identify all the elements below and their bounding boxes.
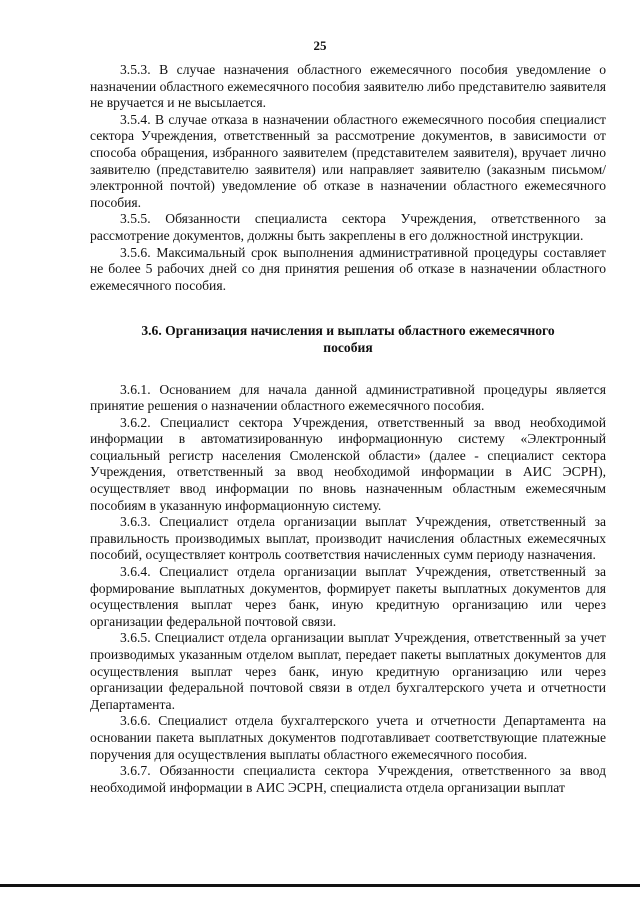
- paragraph-3-6-4: 3.6.4. Специалист отдела организации выплат Учреждения, ответственный за формирование выплатных документов, формирует пакеты выплатных документов для осуществления выплат через банк, иную кредитную организацию или через организации федеральной почтовой связи.: [90, 564, 606, 629]
- paragraph-3-6-3: 3.6.3. Специалист отдела организации выплат Учреждения, ответственный за правильность производимых выплат, производит начисления областных ежемесячных пособий, осуществляет контроль соответствия начисленных сумм периоду назначения.: [90, 514, 606, 563]
- paragraph-3-6-6: 3.6.6. Специалист отдела бухгалтерского учета и отчетности Департамента на основании пакета выплатных документов подготавливает соответствующие платежные поручения для осуществления выплаты областного ежемесячного пособия.: [90, 713, 606, 762]
- paragraph-3-6-5: 3.6.5. Специалист отдела организации выплат Учреждения, ответственный за учет производимых указанным отделом выплат, передает пакеты выплатных документов для осуществления выплат через банк, иную кредитную организацию или через организации федеральной почтовой связи в отдел бухгалтерского учета и отчетности Департамента.: [90, 630, 606, 712]
- paragraph-3-5-5: 3.5.5. Обязанности специалиста сектора Учреждения, ответственного за рассмотрение документов, должны быть закреплены в его должностной инструкции.: [90, 211, 606, 243]
- paragraph-3-6-7: 3.6.7. Обязанности специалиста сектора Учреждения, ответственного за ввод необходимой информации в АИС ЭСРН, специалиста отдела организации выплат: [90, 763, 606, 795]
- paragraph-3-6-1: 3.6.1. Основанием для начала данной административной процедуры является принятие решения о назначении областного ежемесячного пособия.: [90, 381, 606, 414]
- section-heading-3-6: 3.6. Организация начисления и выплаты областного ежемесячного пособия: [141, 323, 555, 355]
- page-content: [90, 62, 606, 796]
- paragraph-3-5-4: 3.5.4. В случае отказа в назначении областного ежемесячного пособия специалист сектора Учреждения, ответственный за рассмотрение документов, в зависимости от способа обращения, избранного заявителем (представителем заявителя), вручает лично заявителю (представителю заявителя) или направляет заявителю (заказным письмом/электронной почтой) уведомление об отказе в назначении областного ежемесячного пособия.: [90, 111, 606, 210]
- paragraph-3-5-3: 3.5.3. В случае назначения областного ежемесячного пособия уведомление о назначении областного ежемесячного пособия заявителю либо представителю заявителя не вручается и не высылается.: [90, 62, 606, 111]
- bottom-border-line: [0, 884, 640, 887]
- paragraph-3-6-2: 3.6.2. Специалист сектора Учреждения, ответственный за ввод необходимой информации в автоматизированную информационную систему «Электронный социальный регистр населения Смоленской области» (далее - специалист сектора Учреждения, ответственный за ввод необходимой информации в АИС ЭСРН), осуществляет ввод информации по вновь назначенным областным ежемесячным пособиям в указанную информационную систему.: [90, 414, 606, 513]
- paragraph-3-5-6: 3.5.6. Максимальный срок выполнения административной процедуры составляет не более 5 рабочих дней со дня принятия решения об отказе в назначении областного ежемесячного пособия.: [90, 244, 606, 293]
- page-number: 25: [313, 38, 327, 53]
